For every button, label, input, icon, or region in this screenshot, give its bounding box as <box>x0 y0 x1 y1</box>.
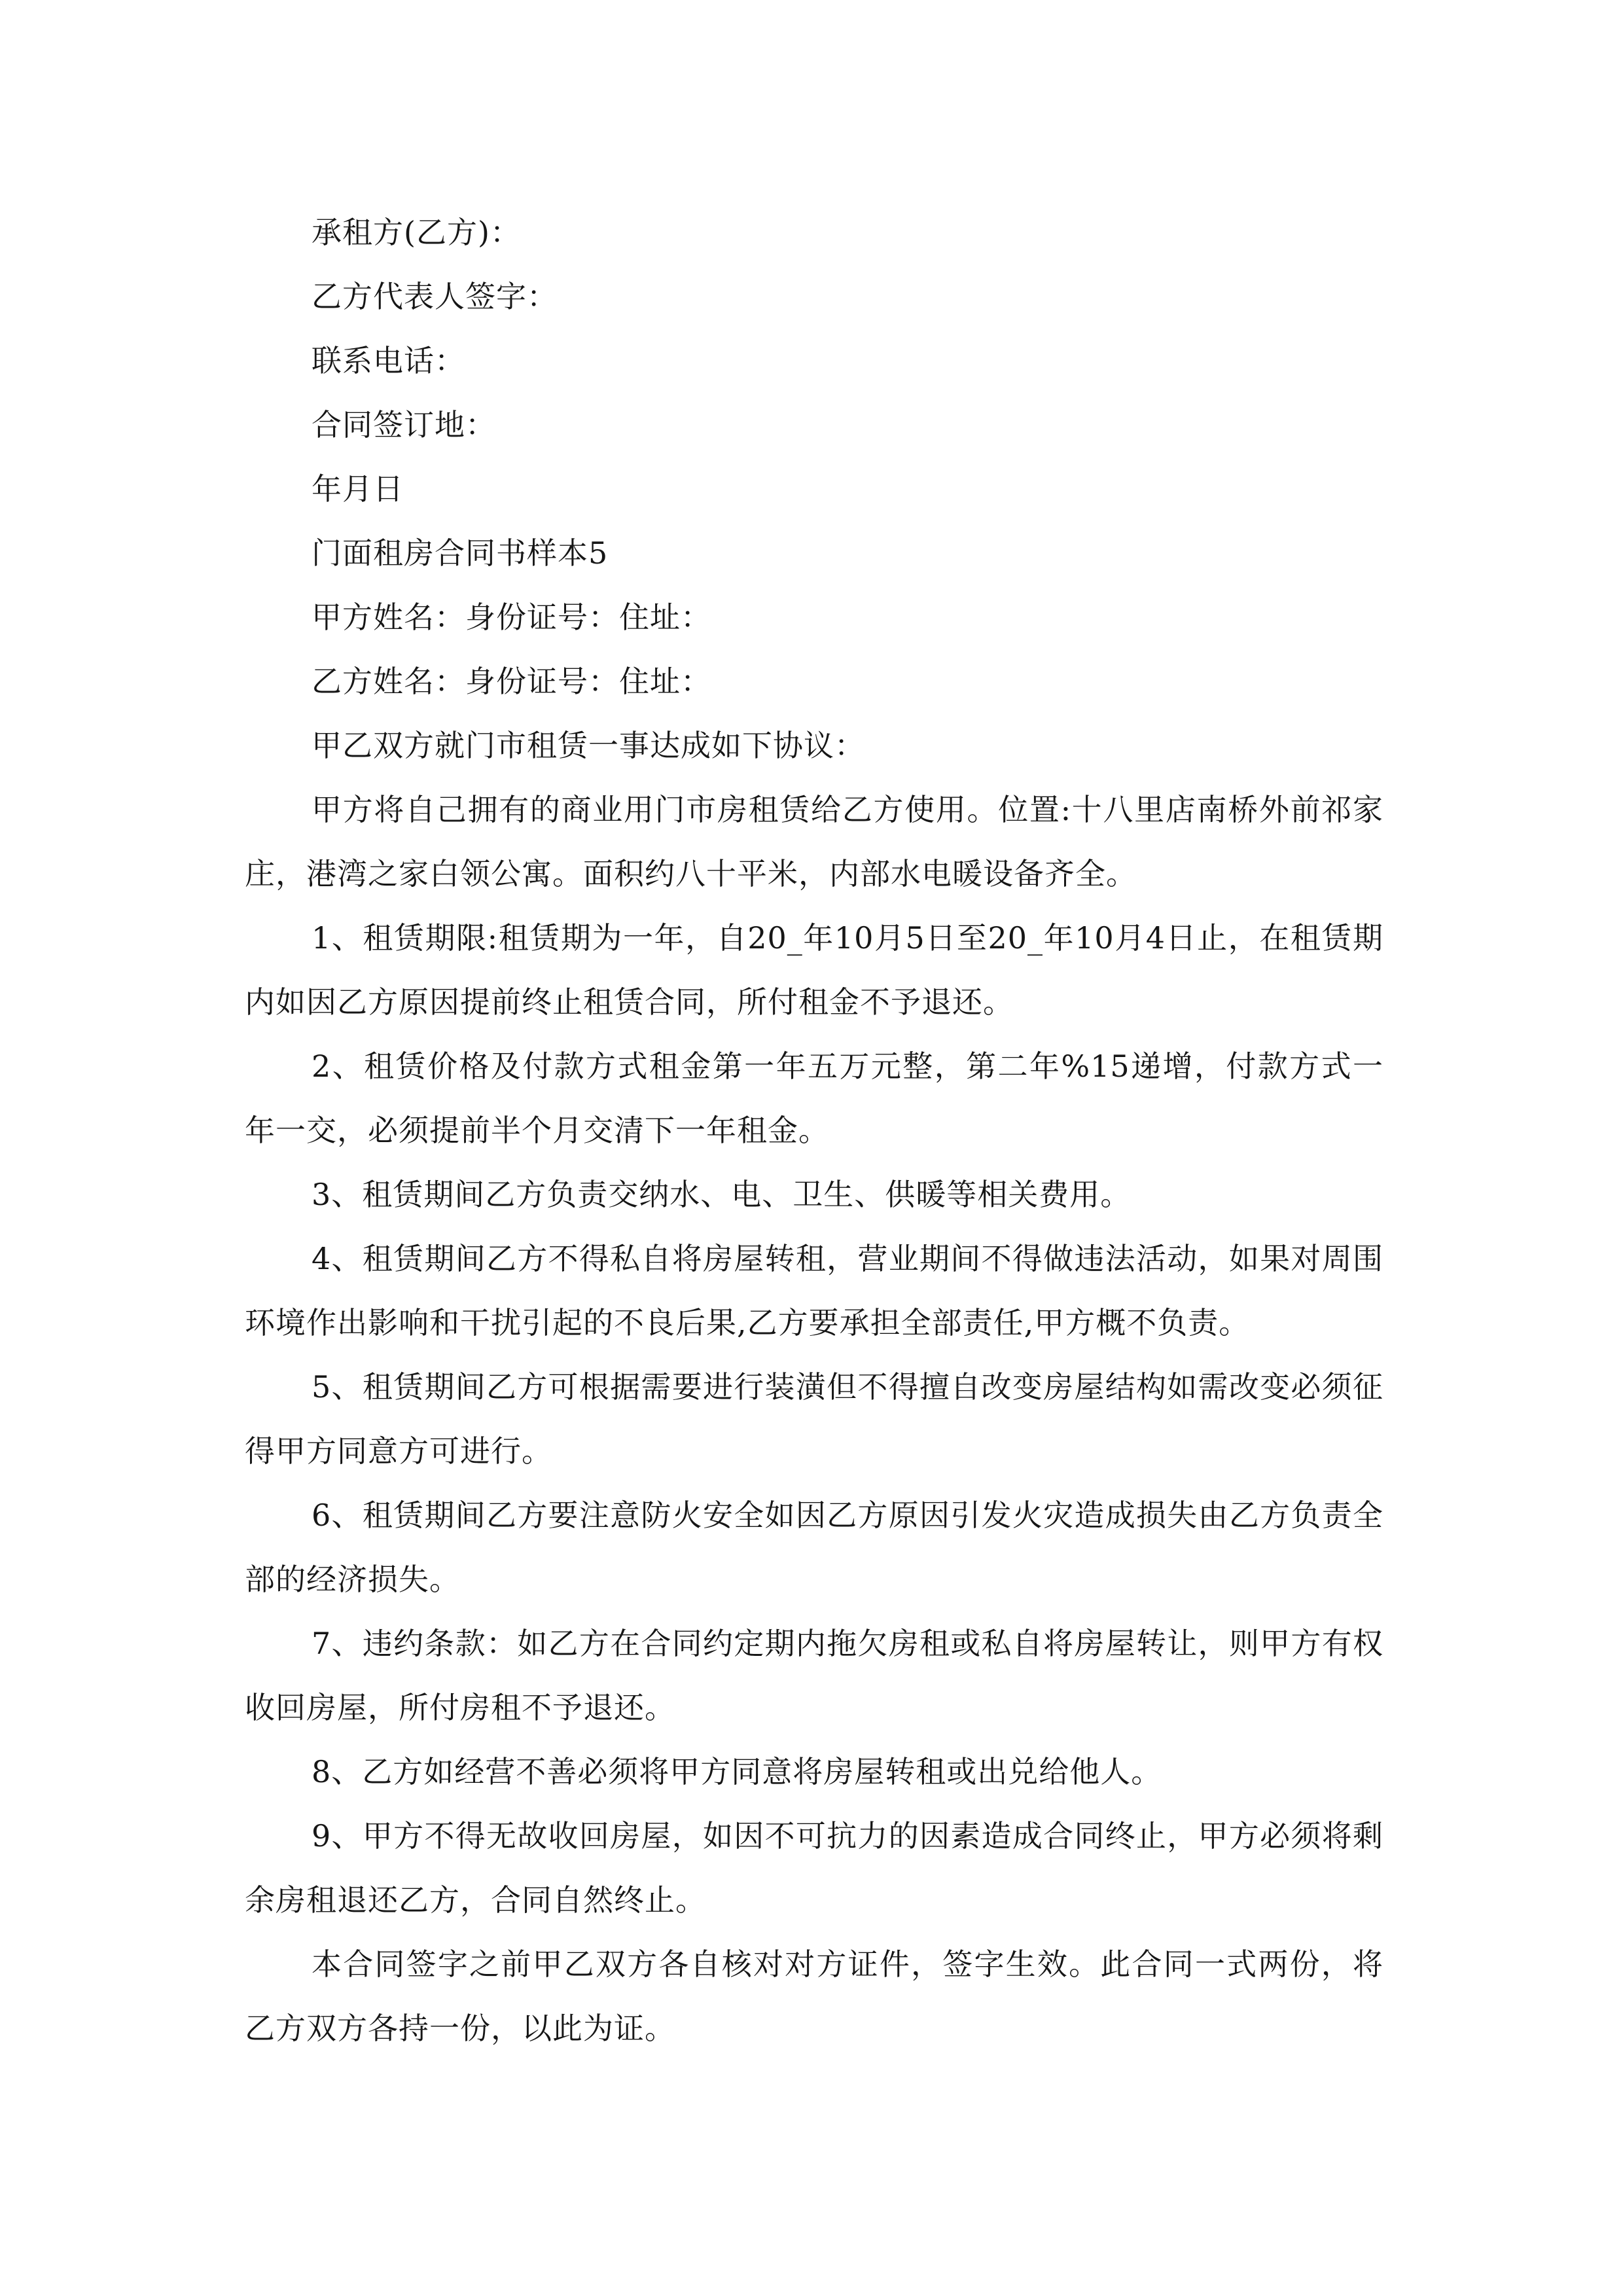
clause-3-utilities: 3、租赁期间乙方负责交纳水、电、卫生、供暖等相关费用。 <box>312 1177 1132 1212</box>
clause-4-subletting: 4、租赁期间乙方不得私自将房屋转租，营业期间不得做违法活动，如果对周围环境作出影响和干扰引起的不良后果,乙方要承担全部责任,甲方概不负责。 <box>245 1241 1383 1340</box>
clause-6-fire-safety: 6、租赁期间乙方要注意防火安全如因乙方原因引发火灾造成损失由乙方负责全部的经济损失。 <box>245 1498 1383 1597</box>
signing-place-label: 合同签订地： <box>312 407 496 442</box>
lessee-representative-signature-label: 乙方代表人签字： <box>312 279 558 314</box>
party-a-info-line: 甲方姓名：身份证号：住址： <box>312 600 711 635</box>
party-b-info-line: 乙方姓名：身份证号：住址： <box>312 664 711 699</box>
clause-8-transfer: 8、乙方如经营不善必须将甲方同意将房屋转租或出兑给他人。 <box>312 1754 1162 1789</box>
closing-paragraph: 本合同签字之前甲乙双方各自核对对方证件，签字生效。此合同一式两份，将乙方双方各持一份，以此为证。 <box>245 1946 1383 2046</box>
contract-title: 门面租房合同书样本5 <box>312 535 609 571</box>
clause-5-renovation: 5、租赁期间乙方可根据需要进行装潢但不得擅自改变房屋结构如需改变必须征得甲方同意方可进行。 <box>245 1369 1383 1469</box>
clause-1-lease-term: 1、租赁期限:租赁期为一年，自20_年10月5日至20_年10月4日止，在租赁期内如因乙方原因提前终止租赁合同，所付租金不予退还。 <box>245 920 1383 1020</box>
clause-9-termination: 9、甲方不得无故收回房屋，如因不可抗力的因素造成合同终止，甲方必须将剩余房租退还乙方，合同自然终止。 <box>245 1818 1383 1918</box>
lessee-label: 承租方(乙方)： <box>312 215 521 250</box>
contact-phone-label: 联系电话： <box>312 343 465 378</box>
clause-7-breach: 7、违约条款：如乙方在合同约定期内拖欠房租或私自将房屋转让，则甲方有权收回房屋，所付房租不予退还。 <box>245 1626 1383 1725</box>
document-body <box>245 200 1383 2060</box>
premises-description-paragraph: 甲方将自己拥有的商业用门市房租赁给乙方使用。位置:十八里店南桥外前祁家庄，港湾之家白领公寓。面积约八十平米，内部水电暖设备齐全。 <box>245 792 1383 891</box>
agreement-intro: 甲乙双方就门市租赁一事达成如下协议： <box>312 728 865 763</box>
clause-2-rent-payment: 2、租赁价格及付款方式租金第一年五万元整，第二年%15递增，付款方式一年一交，必须提前半个月交清下一年租金。 <box>245 1049 1383 1148</box>
date-label: 年月日 <box>312 471 404 507</box>
